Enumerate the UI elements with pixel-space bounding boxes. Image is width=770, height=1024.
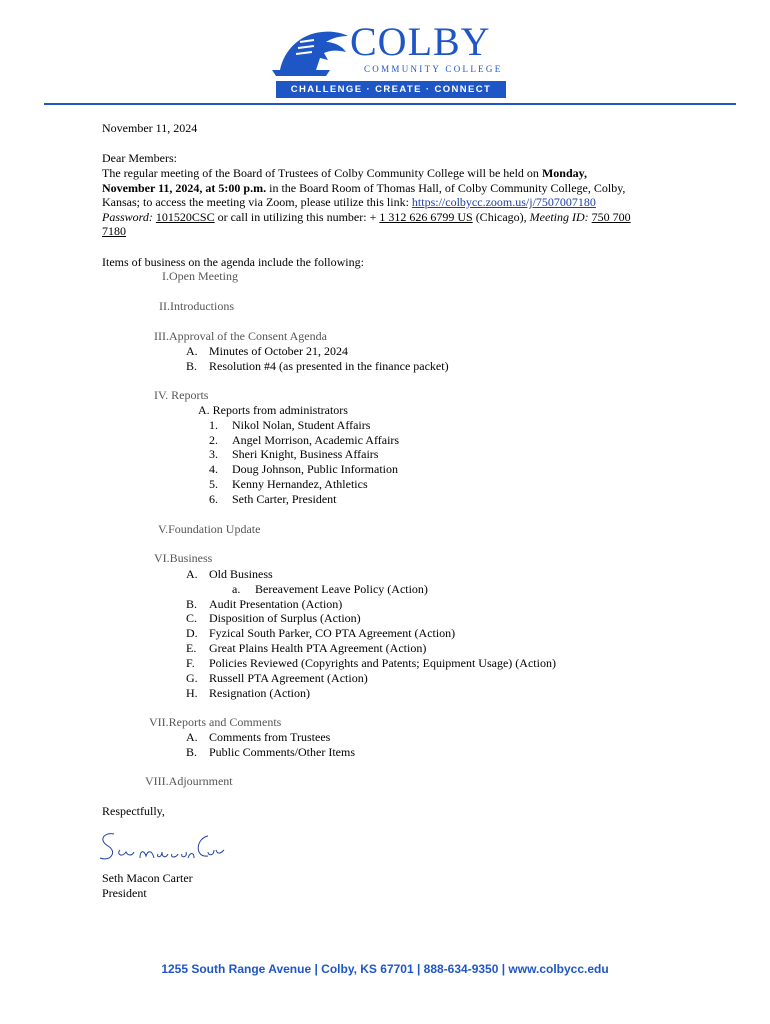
report-number: 3. <box>209 447 218 461</box>
paragraph-line-1 <box>102 166 587 181</box>
meeting-id-label: Meeting ID: <box>529 210 589 224</box>
agenda-sub-item: Comments from Trustees <box>209 730 331 744</box>
agenda-sub-item: Minutes of October 21, 2024 <box>209 344 348 358</box>
phone-number[interactable]: 1 312 626 6799 US <box>379 210 473 224</box>
header-divider <box>44 103 736 105</box>
agenda-sub-letter: A. <box>186 730 198 744</box>
para-text: in the Board Room of Thomas Hall, of Colby Community College, Colby, <box>266 181 626 195</box>
valediction: Respectfully, <box>102 804 165 818</box>
agenda-sub-letter: H. <box>186 686 198 700</box>
agenda-sub-item: Fyzical South Parker, CO PTA Agreement (Action) <box>209 626 456 640</box>
agenda-item-4: IV. Reports <box>154 388 209 402</box>
paragraph-line-2 <box>102 181 625 196</box>
report-item: Angel Morrison, Academic Affairs <box>232 433 400 447</box>
logo-tagline: CHALLENGE · CREATE · CONNECT <box>276 81 506 98</box>
report-item: Seth Carter, President <box>232 492 337 506</box>
meeting-id-part2: 7180 <box>102 224 126 238</box>
agenda-sub-item: Great Plains Health PTA Agreement (Action) <box>209 641 427 655</box>
zoom-link[interactable]: https://colbycc.zoom.us/j/7507007180 <box>411 195 596 209</box>
agenda-sub-letter: F. <box>186 656 195 670</box>
agenda-sub-letter: A. <box>186 344 198 358</box>
password-label: Password: <box>102 210 153 224</box>
logo-wordmark: COLBY <box>350 19 491 64</box>
trojan-helmet-icon <box>270 20 354 80</box>
agenda-item-6: VI.Business <box>154 551 213 565</box>
handwritten-signature <box>96 830 226 870</box>
signer-name: Seth Macon Carter <box>102 871 193 885</box>
report-number: 4. <box>209 462 218 476</box>
agenda-item-5: V.Foundation Update <box>158 522 261 536</box>
agenda-item-1: I.Open Meeting <box>162 269 238 283</box>
footer-address: 1255 South Range Avenue | Colby, KS 67701 | 888-634-9350 | www.colbycc.edu <box>161 962 609 976</box>
para-bold: Monday, <box>541 166 587 180</box>
college-logo <box>270 20 510 102</box>
para-text: Kansas; to access the meeting via Zoom, please utilize this link: <box>102 195 412 209</box>
para-text: or call in utilizing this number: + <box>214 210 380 224</box>
agenda-item-7: VII.Reports and Comments <box>149 715 282 729</box>
password-value: 101520CSC <box>155 210 215 224</box>
paragraph-line-5 <box>102 224 126 239</box>
agenda-sub-letter: B. <box>186 359 198 373</box>
agenda-sub-item: Public Comments/Other Items <box>209 745 355 759</box>
paragraph-line-3 <box>102 195 596 210</box>
agenda-sub-item: Old Business <box>209 567 273 581</box>
letter-date: November 11, 2024 <box>102 121 198 135</box>
agenda-sub-letter: B. <box>186 597 198 611</box>
agenda-sub-letter: G. <box>186 671 198 685</box>
paragraph-line-4 <box>102 210 631 225</box>
para-text: (Chicago), <box>472 210 530 224</box>
agenda-sub-item: Audit Presentation (Action) <box>209 597 343 611</box>
para-text: The regular meeting of the Board of Trustees of Colby Community College will be held on <box>102 166 542 180</box>
agenda-sub-letter: A. <box>186 567 198 581</box>
report-item: Nikol Nolan, Student Affairs <box>232 418 371 432</box>
agenda-sub-letter: C. <box>186 611 198 625</box>
para-bold: November 11, 2024, at 5:00 p.m. <box>102 181 267 195</box>
signer-title: President <box>102 886 147 900</box>
agenda-sub-item: Bereavement Leave Policy (Action) <box>255 582 428 596</box>
report-number: 2. <box>209 433 218 447</box>
agenda-sub-item: Policies Reviewed (Copyrights and Patents; Equipment Usage) (Action) <box>209 656 556 670</box>
agenda-sub-letter: E. <box>186 641 197 655</box>
agenda-sub-item: Resolution #4 (as presented in the finance packet) <box>209 359 449 373</box>
agenda-sub-item: Russell PTA Agreement (Action) <box>209 671 368 685</box>
report-number: 6. <box>209 492 218 506</box>
agenda-sub-item: Disposition of Surplus (Action) <box>209 611 361 625</box>
report-number: 1. <box>209 418 218 432</box>
meeting-id-part1: 750 700 <box>591 210 631 224</box>
logo-subtitle: COMMUNITY COLLEGE <box>364 64 503 74</box>
agenda-sub-item: A. Reports from administrators <box>198 403 348 417</box>
agenda-intro: Items of business on the agenda include the following: <box>102 255 364 269</box>
agenda-sub-letter: B. <box>186 745 198 759</box>
salutation: Dear Members: <box>102 151 177 165</box>
agenda-sub-letter: a. <box>232 582 241 596</box>
report-item: Doug Johnson, Public Information <box>232 462 398 476</box>
agenda-sub-item: Resignation (Action) <box>209 686 310 700</box>
report-item: Sheri Knight, Business Affairs <box>232 447 379 461</box>
agenda-item-3: III.Approval of the Consent Agenda <box>154 329 327 343</box>
agenda-item-2: II.Introductions <box>159 299 234 313</box>
agenda-item-8: VIII.Adjournment <box>145 774 233 788</box>
report-number: 5. <box>209 477 218 491</box>
agenda-sub-letter: D. <box>186 626 198 640</box>
report-item: Kenny Hernandez, Athletics <box>232 477 368 491</box>
